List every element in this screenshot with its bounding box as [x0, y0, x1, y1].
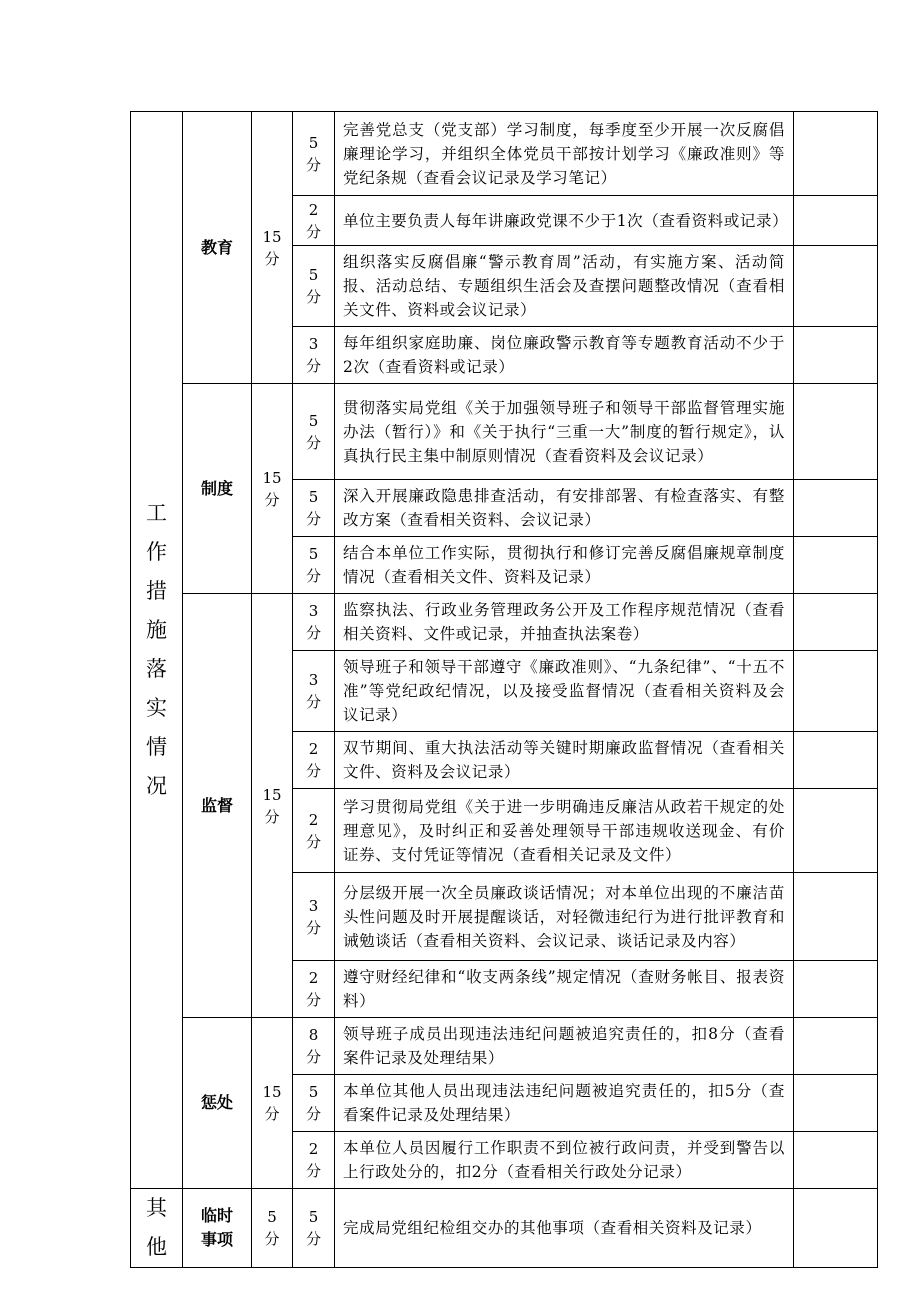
item-criteria-text: 本单位其他人员出现违法违纪问题被追究责任的，扣5分（查看案件记录及处理结果）	[335, 1075, 794, 1132]
table-row	[131, 1018, 878, 1075]
section-title-char: 情	[146, 735, 167, 759]
total-score-part: 5	[267, 1208, 277, 1226]
score-entry-cell[interactable]	[794, 1189, 878, 1268]
item-score-part: 2	[308, 200, 319, 219]
section-title-char: 其	[146, 1196, 167, 1220]
item-score-part: 分	[305, 1162, 321, 1180]
category-name	[183, 1189, 252, 1268]
item-score-part: 2	[308, 740, 319, 758]
section-title-char: 他	[146, 1235, 167, 1259]
item-score-part: 分	[305, 567, 321, 585]
item-score-part: 5	[308, 411, 319, 430]
item-score-part: 3	[308, 896, 319, 915]
category-total-score	[252, 112, 293, 384]
item-score-part: 分	[305, 222, 321, 241]
score-entry-cell[interactable]	[794, 537, 878, 594]
item-score	[293, 480, 335, 537]
item-score-part: 3	[308, 335, 319, 353]
item-score	[293, 1189, 335, 1268]
section-title-char: 实	[146, 696, 167, 720]
item-score	[293, 537, 335, 594]
total-score-part: 分	[264, 1105, 280, 1123]
total-score-part: 分	[264, 1230, 280, 1248]
item-score	[293, 384, 335, 480]
item-score-part: 5	[308, 133, 319, 152]
total-score-part: 分	[264, 807, 280, 826]
item-criteria-text: 遵守财经纪律和“收支两条线”规定情况（查财务帐目、报表资料）	[335, 961, 794, 1018]
table-row	[131, 594, 878, 651]
item-score-part: 分	[305, 510, 321, 528]
assessment-table	[130, 111, 878, 1268]
item-score-part: 分	[305, 1048, 321, 1066]
score-entry-cell[interactable]	[794, 1075, 878, 1132]
section-title-char: 况	[146, 774, 167, 798]
section-title-char: 工	[146, 501, 167, 525]
item-score	[293, 732, 335, 789]
item-score-part: 3	[308, 671, 319, 689]
total-score-part: 分	[264, 249, 280, 268]
item-score	[293, 1018, 335, 1075]
total-score-part: 分	[264, 490, 280, 509]
item-score	[293, 246, 335, 327]
item-score-part: 5	[308, 545, 319, 563]
category-name: 惩处	[183, 1018, 252, 1189]
category-total-score	[252, 384, 293, 594]
item-score-part: 分	[305, 624, 321, 642]
item-score	[293, 196, 335, 246]
score-entry-cell[interactable]	[794, 732, 878, 789]
score-entry-cell[interactable]	[794, 1132, 878, 1189]
item-criteria-text: 结合本单位工作实际，贯彻执行和修订完善反腐倡廉规章制度情况（查看相关文件、资料及记录）	[335, 537, 794, 594]
item-score-part: 分	[305, 357, 321, 375]
score-entry-cell[interactable]	[794, 480, 878, 537]
category-name-part: 临时	[200, 1206, 233, 1225]
total-score-part: 15	[262, 468, 282, 487]
score-entry-cell[interactable]	[794, 246, 878, 327]
item-criteria-text: 组织落实反腐倡廉“警示教育周”活动，有实施方案、活动简报、活动总结、专题组织生活会及查摆问题整改情况（查看相关文件、资料或会议记录）	[335, 246, 794, 327]
item-criteria-text: 贯彻落实局党组《关于加强领导班子和领导干部监督管理实施办法（暂行）》和《关于执行“三重一大”制度的暂行规定》，认真执行民主集中制原则情况（查看资料及会议记录）	[335, 384, 794, 480]
item-score-part: 分	[305, 288, 321, 306]
assessment-table-body	[131, 112, 878, 1268]
item-score-part: 分	[305, 918, 321, 937]
item-score	[293, 1132, 335, 1189]
item-score-part: 8	[308, 1026, 319, 1044]
section-title	[131, 1189, 183, 1268]
score-entry-cell[interactable]	[794, 651, 878, 732]
item-criteria-text: 本单位人员因履行工作职责不到位被行政问责，并受到警告以上行政处分的，扣2分（查看相关行政处分记录）	[335, 1132, 794, 1189]
item-score	[293, 594, 335, 651]
category-name: 教育	[183, 112, 252, 384]
item-criteria-text: 双节期间、重大执法活动等关键时期廉政监督情况（查看相关文件、资料及会议记录）	[335, 732, 794, 789]
score-entry-cell[interactable]	[794, 384, 878, 480]
item-criteria-text: 分层级开展一次全员廉政谈话情况；对本单位出现的不廉洁苗头性问题及时开展提醒谈话，对轻微违纪行为进行批评教育和诫勉谈话（查看相关资料、会议记录、谈话记录及内容）	[335, 873, 794, 961]
item-score-part: 3	[308, 602, 319, 620]
item-score	[293, 961, 335, 1018]
score-entry-cell[interactable]	[794, 112, 878, 196]
item-score-part: 分	[305, 991, 321, 1009]
item-criteria-text: 每年组织家庭助廉、岗位廉政警示教育等专题教育活动不少于2次（查看资料或记录）	[335, 327, 794, 384]
item-score	[293, 789, 335, 873]
item-score-part: 2	[308, 969, 319, 987]
item-score	[293, 651, 335, 732]
item-score-part: 5	[308, 1083, 319, 1101]
category-total-score	[252, 1189, 293, 1268]
item-criteria-text: 学习贯彻局党组《关于进一步明确违反廉洁从政若干规定的处理意见》，及时纠正和妥善处理领导干部违规收送现金、有价证券、支付凭证等情况（查看相关记录及文件）	[335, 789, 794, 873]
table-row	[131, 112, 878, 196]
item-score	[293, 1075, 335, 1132]
section-title-char: 作	[146, 540, 167, 564]
category-name: 监督	[183, 594, 252, 1018]
category-total-score	[252, 594, 293, 1018]
section-title-char: 落	[146, 657, 167, 681]
score-entry-cell[interactable]	[794, 873, 878, 961]
score-entry-cell[interactable]	[794, 789, 878, 873]
section-title-char: 措	[146, 579, 167, 603]
item-score	[293, 112, 335, 196]
item-criteria-text: 领导班子成员出现违法违纪问题被追究责任的，扣8分（查看案件记录及处理结果）	[335, 1018, 794, 1075]
item-score-part: 分	[305, 433, 321, 452]
category-total-score	[252, 1018, 293, 1189]
table-row	[131, 1189, 878, 1268]
item-score-part: 2	[308, 1140, 319, 1158]
item-score-part: 5	[308, 1208, 319, 1226]
item-criteria-text: 完善党总支（党支部）学习制度，每季度至少开展一次反腐倡廉理论学习，并组织全体党员干部按计划学习《廉政准则》等党纪条规（查看会议记录及学习笔记）	[335, 112, 794, 196]
category-name: 制度	[183, 384, 252, 594]
item-score-part: 分	[305, 832, 321, 851]
table-row	[131, 384, 878, 480]
score-entry-cell[interactable]	[794, 196, 878, 246]
item-criteria-text: 深入开展廉政隐患排查活动，有安排部署、有检查落实、有整改方案（查看相关资料、会议记录）	[335, 480, 794, 537]
total-score-part: 15	[262, 1083, 282, 1101]
score-entry-cell[interactable]	[794, 594, 878, 651]
item-criteria-text: 领导班子和领导干部遵守《廉政准则》、“九条纪律”、“十五不准”等党纪政纪情况，以及接受监督情况（查看相关资料及会议记录）	[335, 651, 794, 732]
item-score-part: 分	[305, 1105, 321, 1123]
item-criteria-text: 单位主要负责人每年讲廉政党课不少于1次（查看资料或记录）	[335, 196, 794, 246]
item-score	[293, 873, 335, 961]
score-entry-cell[interactable]	[794, 1018, 878, 1075]
total-score-part: 15	[262, 227, 282, 246]
section-title	[131, 112, 183, 1189]
section-title-char: 施	[146, 618, 167, 642]
item-score-part: 2	[308, 810, 319, 829]
score-entry-cell[interactable]	[794, 961, 878, 1018]
item-score	[293, 327, 335, 384]
item-score-part: 分	[305, 762, 321, 780]
item-criteria-text: 完成局党组纪检组交办的其他事项（查看相关资料及记录）	[335, 1189, 794, 1268]
item-score-part: 分	[305, 155, 321, 174]
item-score-part: 5	[308, 266, 319, 284]
total-score-part: 15	[262, 785, 282, 804]
category-name-part: 事项	[200, 1230, 233, 1249]
item-criteria-text: 监察执法、行政业务管理政务公开及工作程序规范情况（查看相关资料、文件或记录，并抽查执法案卷）	[335, 594, 794, 651]
item-score-part: 5	[308, 488, 319, 506]
item-score-part: 分	[305, 693, 321, 711]
item-score-part: 分	[305, 1230, 321, 1248]
score-entry-cell[interactable]	[794, 327, 878, 384]
